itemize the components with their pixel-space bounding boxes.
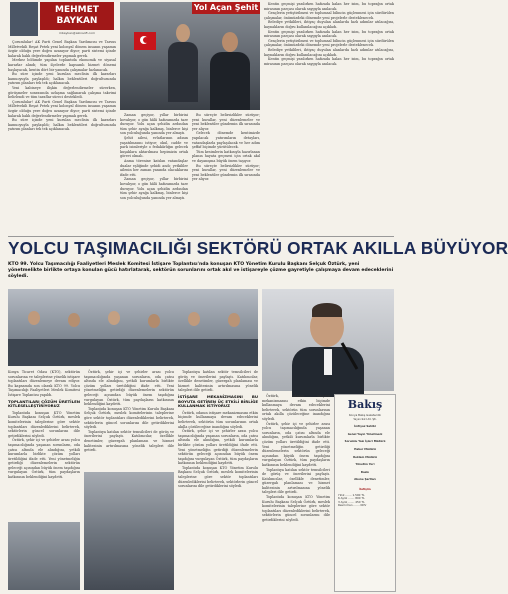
story-body: Öztürk, şehir içi ve şehirler arası yolcu taşımacılığında yaşanan sorunların, oda çatısı altında ele alındığını, yetkili kurumlarla birlikte çözüm yolları üretildiğini ifade etti. Yeni yönetmeliğin getirdiği düzenlemelerin sektörün geleceği açısından büyük önem taşıdığını vurgulayan Öztürk, tüm paydaşların katkısının beklendiğini kaydetti.: [84, 370, 174, 407]
col2-paragraph: Zaman geçiyor, yıllar birbirini kovalıyor, o gün hâlâ hafızamızda taze duruyor. Yolu açan şehidin ardından tüm şehir ayağa kalkmış, binlerce kişi son yolculuğunda yanında yer almıştı.: [120, 113, 188, 136]
story-body: Toplantıda konuşan KTO Yönetim Kurulu Başkanı Selçuk Öztürk, meslek komitelerinin taleplerine göre sektör toplantıları düzenlediklerini belirterek, sektörlerin güncel sorunlarını dile getirdiklerini söyledi.: [178, 465, 258, 489]
col3-paragraph: Tüm kesimlerin katkısıyla hazırlanan planın hayata geçmesi için ortak akıl ve dayanışma büyük önem taşıyor.: [192, 149, 260, 163]
main-headline: YOLCU TAŞIMACILIĞI SEKTÖRÜ ORTAK AKILLA BÜYÜYOR: [8, 238, 508, 258]
story-body: Toplantıda konuşan KTO Yönetim Kurulu Başkanı Selçuk Öztürk, meslek komitelerinin taleplerine göre sektör toplantıları düzenlediklerini belirterek, sektörlerin güncel sorunlarını dile getirdiklerini söyledi.: [84, 406, 174, 430]
masthead-line: Abone Şartları: [354, 477, 376, 482]
masthead-line: Reklam Müdürü: [353, 454, 377, 459]
col4-paragraph: Gençlerin yetiştirilmesi ve toplumsal bilincin güçlenmesi için sürdürülen çalışmalar, önümüzdeki dönemde yeni projelerle desteklenecek.: [264, 11, 394, 20]
col3-paragraph: Gelecek dönemde kentimizde yapılacak yatırımların detayları, vatandaşlarla paylaşılacak ve her adım şeffaf biçimde yürütülecek.: [192, 131, 260, 150]
columnist-name-box: [40, 2, 114, 30]
col4-text: [264, 2, 394, 235]
price-row: Resmi İlan ....... KDV: [338, 503, 367, 508]
story-body: Öztürk, şehir içi ve şehirler arası yolcu taşımacılığında yaşanan sorunların, oda çatısı altında ele alındığını, yetkili kurumlarla birlikte çözüm yolları üretildiğini ifade etti. Yeni yönetmeliğin getirdiği düzenlemelerin sektörün geleceği açısından büyük önem taşıdığını vurgulayan Öztürk, tüm paydaşların katkısının beklendiğini kaydetti.: [178, 429, 258, 466]
story-body: Öztürk, şehir içi ve şehirler arası yolcu taşımacılığında yaşanan sorunların, oda çatısı altında ele alındığını, yetkili kurumlarla birlikte çözüm yolları üretildiğini ifade etti. Yeni yönetmeliğin getirdiği düzenlemelerin sektörün geleceği açısından büyük önem taşıdığını vurgulayan Öztürk, tüm paydaşların katkısının beklendiğini kaydetti.: [8, 438, 80, 480]
story-body: Toplantıda konuşan KTO Yönetim Kurulu Başkanı Selçuk Öztürk, meslek komitelerinin taleplerine göre sektör toplantıları düzenlediklerini belirterek, sektörlerin güncel sorunlarını dile getirdiklerini söyledi.: [262, 495, 330, 523]
masthead-line: Haber Müdürü: [354, 446, 376, 451]
price-row: 3 Aylık ....... 450 TL: [338, 499, 365, 504]
top-story-photo: [120, 2, 260, 110]
top-story-label: [192, 2, 260, 14]
story-col3: [178, 370, 258, 590]
masthead-box: [334, 394, 396, 592]
col4-paragraph: Kentin geçmişi yazılırken hafızada kalan her isim, bu toprağın ortak mirasının parçası olarak saygıyla anılacak.: [264, 29, 394, 39]
col1-paragraph: Çorumlular! AK Parti Genel Başkan Yardımcısı ve Tarsus Milletvekili Reşat Petek yeni kolonyal dönem insanın yaşamın özgür olduğu yere doğru uzanıyor diyor; parti sistemi içinde kalarak haklı değerlendirmeler yapmak gerek.: [8, 99, 116, 118]
masthead-line: Yönetim Yeri: [355, 462, 375, 467]
col1-text: [8, 40, 116, 235]
masthead-line: Genel Yayın Yönetmeni: [347, 431, 383, 436]
col1-paragraph: Merkez bölümde yapılan toplantıda ekonomik ve siyasal kararlar alındı; tüm ilçelerde kapsamlı hizmet dönemi başlayacak, kentin dört bir yanında çalışmalar hızlanacak.: [8, 58, 116, 72]
story-body: Toplantıya katılan sektör temsilcileri de görüş ve önerilerini paylaştı. Katılımcılar, özellikle denetimler, güzergah planlaması ve hizmet kalitesinin artırılmasına yönelik talepleri dile getirdi.: [262, 467, 330, 495]
top-story-label-text: Yol Açan Şehit: [193, 3, 259, 12]
columnist-photo: [10, 2, 38, 36]
meeting-photo-main: [8, 289, 258, 366]
story-body: Öztürk, şehir içi ve şehirler arası yolcu taşımacılığında yaşanan sorunların, oda çatısı altında ele alındığını, yetkili kurumlarla birlikte çözüm yolları üretildiğini ifade etti. Yeni yönetmeliğin getirdiği düzenlemelerin sektörün geleceği açısından büyük önem taşıdığını vurgulayan Öztürk, tüm paydaşların katkısının beklendiğini kaydetti.: [262, 421, 330, 467]
col1-paragraph: Çorumlular! AK Parti Genel Başkan Yardımcısı ve Tarsus Milletvekili Reşat Petek yeni kolonyal dönem insanın yaşamın özgür olduğu yere doğru uzanıyor diyor; parti sistemi içinde kalarak haklı değerlendirmeler yapmak gerek.: [8, 40, 116, 58]
story-body: Toplantıya katılan sektör temsilcileri de görüş ve önerilerini paylaştı. Katılımcılar, özellikle denetimler, güzergah planlaması ve hizmet kalitesinin artırılmasına yönelik talepleri dile getirdi.: [178, 370, 258, 393]
masthead-line: İmtiyaz Sahibi: [354, 424, 376, 429]
col3-paragraph: Bu süreçte belirsizlikler sürüyor; yeni kurallar, yeni düzenlemeler ve yeni beklentiler gündemin ilk sırasında yer alıyor.: [192, 163, 260, 182]
meeting-photo-bottom: [84, 472, 174, 590]
col1-paragraph: Bu süre içinde yeni kurulan meclisin ilk kararları kamuoyuyla paylaşıldı; halkın beklentileri doğrultusunda yatırım planları tek tek açıklanacak.: [8, 72, 116, 86]
col2-paragraph: Şehit ailesi, evlatlarının adının yaşatılmasını istiyor; okul, cadde ve park isimleriyle o fedakârlığın gelecek kuşaklara aktarılması hepimizin ortak görevi olmalı.: [120, 135, 188, 159]
masthead-line: Konya Bakış Gazetecilik: [349, 413, 381, 417]
section-divider: [8, 236, 394, 237]
col4-paragraph: Belediye yetkilileri, ihtiyaç duyulan alanlarda hızlı adımlar atılacağını, kaynakların doğru kullanılacağını açıkladı.: [264, 47, 394, 57]
columnist-name-line2: BAYKAN: [56, 16, 98, 26]
story-col2: [84, 370, 174, 470]
price-row: Yıllık ....... 1.500 TL: [338, 492, 365, 497]
col1-paragraph: Yeni kabineye ilişkin değerlendirmeler sürerken, görüşmeler sonrasında uzlaşma sağlanarak çalışma takvimi belirlendi ve tüm taraflar süreci destekledi.: [8, 85, 116, 100]
col2-paragraph: Zaman geçiyor, yıllar birbirini kovalıyor, o gün hâlâ hafızamızda taze duruyor. Yolu açan şehidin ardından tüm şehir ayağa kalkmış, binlerce kişi son yolculuğunda yanında yer almıştı.: [120, 177, 188, 200]
masthead-contact-label: İletişim: [359, 486, 371, 491]
col4-paragraph: Kentin geçmişi yazılırken hafızada kalan her isim, bu toprağın ortak mirasının parçası olarak saygıyla anılacak.: [264, 2, 394, 11]
story-col4: [262, 394, 330, 590]
masthead-logo: Bakış: [347, 398, 383, 411]
col2-paragraph: Anma törenine katılan vatandaşlar dualar eşliğinde şehidi andı; yetkililer ailenin her zaman yanında olacaklarını ifade etti.: [120, 158, 188, 177]
story-body: Toplantıya katılan sektör temsilcileri de görüş ve önerilerini paylaştı. Katılımcılar, özellikle denetimler, güzergah planlaması ve hizmet kalitesinin artırılmasına yönelik talepleri dile getirdi.: [84, 429, 174, 453]
columnist-name-line1: MEHMET: [55, 5, 99, 15]
masthead-line: Yayıncılık Ltd. Şti.: [353, 416, 377, 421]
main-lead: KTO 99. Yolcu Taşımacılığı Faaliyetleri Meslek Komitesi İstişare Toplantısı'nda konuşan KTO Yönetim Kurulu Başkanı Selçuk Öztürk, yeni yönetmelikte birlikte ortaya konulan gücü hatırlatarak, sektörün sorunlarını ortak akıl ve istişareyle çözme gayretiyle çalışmaya devam edeceklerini söyledi.: [8, 262, 394, 279]
col4-paragraph: Belediye yetkilileri, ihtiyaç duyulan alanlarda hızlı adımlar atılacağını, kaynakların doğru kullanılacağını açıkladı.: [264, 20, 394, 29]
meeting-photo-small-left: [8, 522, 80, 590]
col1-paragraph: Bu süre içinde yeni kurulan meclisin ilk kararları kamuoyuyla paylaşıldı; halkın beklentileri doğrultusunda yatırım planları tek tek açıklanacak.: [8, 118, 116, 132]
col4-paragraph: Kentin geçmişi yazılırken hafızada kalan her isim, bu toprağın ortak mirasının parçası olarak saygıyla anılacak.: [264, 57, 394, 66]
story-subhead-2: İSTİŞARE MEKANİZMASINI BU BOYUTA GETİREN ÜÇ ETKİLİ BİRLİĞE KULLANMAK İSTİYORUZ: [178, 393, 258, 409]
story-body: Öztürk, odanın istişare mekanizmasını etkin biçimde kullanmaya devam edeceklerini belirterek, sektörün tüm sorunlarının ortak akılla çözüleceğine inandığını söyledi.: [262, 394, 330, 421]
col3-paragraph: Bu süreçte belirsizlikler sürüyor; yeni kurallar, yeni düzenlemeler ve yeni beklentiler gündemin ilk sırasında yer alıyor.: [192, 113, 260, 131]
col2-text: [120, 113, 188, 235]
col4-paragraph: Gençlerin yetiştirilmesi ve toplumsal bilincin güçlenmesi için sürdürülen çalışmalar, önümüzdeki dönemde yeni projelerle desteklenecek.: [264, 38, 394, 48]
columnist-email: mbaykan@akinsoft.com: [58, 31, 96, 35]
col3-text: [192, 113, 260, 235]
story-subhead-1: TOPLANTILARI ÇÖZÜM ÜRETİLEN KİTLESELLEŞTİRİYORUZ: [8, 398, 80, 409]
masthead-line: Baskı: [360, 469, 370, 474]
story-body: Toplantıda konuşan KTO Yönetim Kurulu Başkanı Selçuk Öztürk, meslek komitelerinin taleplerine göre sektör toplantıları düzenlediklerini belirterek, sektörlerin güncel sorunlarını dile getirdiklerini söyledi.: [8, 410, 80, 438]
story-intro: Konya Ticaret Odası (KTO), sektörün sorunlarına ve taleplerine yönelik istişare toplantıları düzenlemeye devam ediyor. Bu kapsamda son olarak KTO 99. Yolcu Taşımacılığı Faaliyetleri Meslek Komitesi İstişare Toplantısı yapıldı.: [8, 370, 80, 397]
speaker-photo: [262, 289, 394, 391]
story-body: Öztürk, odanın istişare mekanizmasını etkin biçimde kullanmaya devam edeceklerini belirterek, sektörün tüm sorunlarının ortak akılla çözüleceğine inandığını söyledi.: [178, 410, 258, 429]
price-row: 6 Aylık ....... 800 TL: [338, 496, 365, 501]
story-col1: [8, 370, 80, 520]
masthead-line: Sorumlu Yazı İşleri Müdürü: [344, 439, 386, 444]
